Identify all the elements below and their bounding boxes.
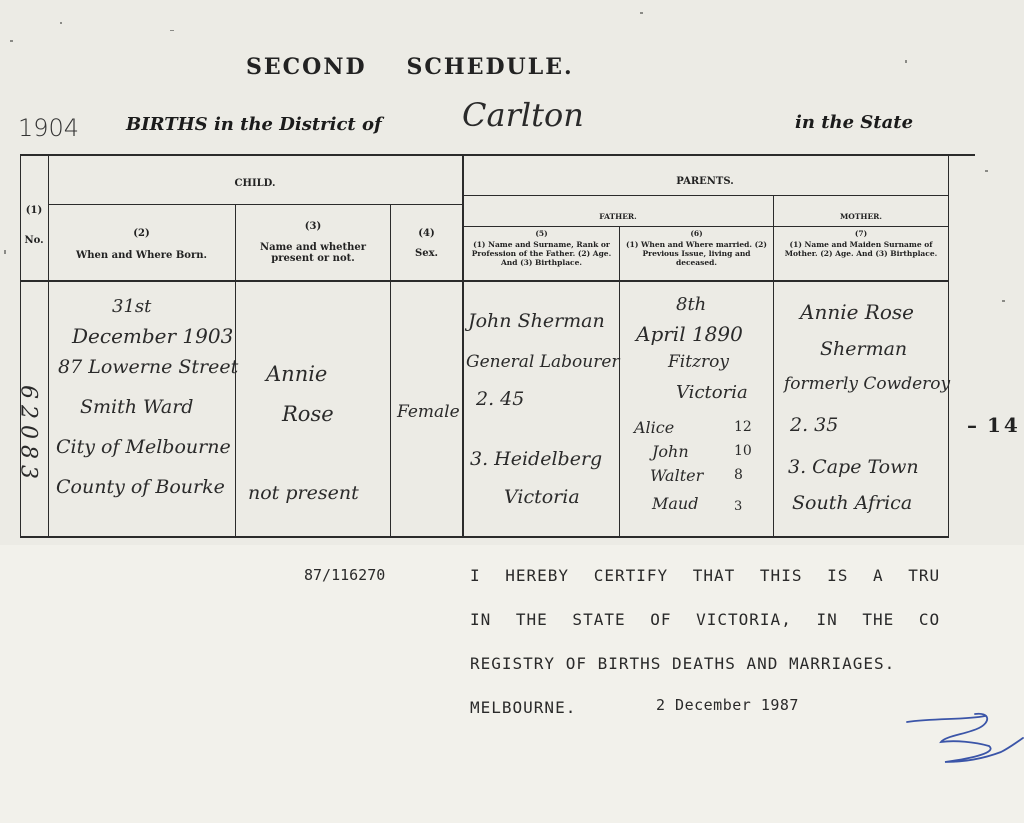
mother-former-name: formerly Cowderoy bbox=[784, 374, 951, 394]
child-sex: Female bbox=[397, 402, 460, 422]
issue-name: Walter bbox=[650, 466, 704, 485]
child-second-name: Rose bbox=[282, 402, 334, 426]
father-group-header: FATHER. bbox=[599, 212, 637, 221]
born-county: County of Bourke bbox=[56, 476, 225, 498]
mother-birthplace-town: 3. Cape Town bbox=[788, 456, 919, 478]
married-month-year: April 1890 bbox=[636, 322, 743, 346]
col5-label: (1) Name and Surname, Rank or Profession of the Father. (2) Age. And (3) Birthplace. bbox=[471, 240, 612, 267]
margin-tally: – 14 bbox=[967, 413, 1021, 437]
married-state: Victoria bbox=[676, 382, 748, 403]
col5-number: (5) bbox=[535, 229, 548, 238]
speck bbox=[60, 22, 62, 24]
parents-group-header: PARENTS. bbox=[676, 176, 734, 187]
issue-name: Maud bbox=[652, 494, 699, 513]
signature-stroke bbox=[907, 714, 1023, 762]
col2-label: When and Where Born. bbox=[76, 250, 207, 261]
col4-number: (4) bbox=[418, 228, 435, 239]
mother-name: Annie Rose bbox=[800, 300, 914, 324]
col3-number: (3) bbox=[304, 221, 322, 232]
registrar-signature bbox=[905, 712, 1024, 772]
issue-name: Alice bbox=[634, 418, 675, 437]
mother-birthplace-country: South Africa bbox=[792, 492, 913, 514]
certificate-ref-number: 87/116270 bbox=[304, 566, 386, 584]
issue-age: 10 bbox=[734, 443, 752, 459]
child-present-status: not present bbox=[248, 482, 359, 504]
issue-name: John bbox=[652, 442, 689, 461]
parents-sub-rule bbox=[462, 195, 949, 196]
col2-number: (2) bbox=[133, 228, 150, 239]
father-birthplace-state: Victoria bbox=[504, 486, 580, 508]
certify-date: 2 December 1987 bbox=[656, 696, 799, 714]
speck bbox=[4, 250, 6, 254]
born-address: 87 Lowerne Street bbox=[58, 356, 239, 378]
married-day: 8th bbox=[676, 294, 707, 315]
child-first-name: Annie bbox=[266, 362, 328, 386]
heading-part1: SECOND bbox=[246, 54, 367, 80]
born-day: 31st bbox=[112, 296, 152, 317]
col7-number: (7) bbox=[854, 229, 868, 238]
col1-label: No. bbox=[24, 235, 44, 246]
registration-number bbox=[6, 340, 50, 530]
mother-surname: Sherman bbox=[820, 338, 908, 360]
margin-tally-number: 14 bbox=[987, 413, 1021, 437]
father-name: John Sherman bbox=[468, 310, 605, 332]
certification-area bbox=[0, 545, 1024, 823]
certify-place: MELBOURNE. bbox=[470, 698, 577, 717]
born-ward: Smith Ward bbox=[80, 396, 194, 418]
speck bbox=[905, 60, 907, 63]
rule-right bbox=[948, 154, 949, 538]
certify-line-1: I HEREBY CERTIFY THAT THIS IS A TRU bbox=[470, 566, 941, 585]
child-sub-rule bbox=[48, 204, 462, 205]
speck bbox=[1002, 300, 1005, 302]
state-label: in the State bbox=[795, 112, 914, 133]
births-district-label: BIRTHS in the District of bbox=[126, 114, 382, 135]
mother-group-header: MOTHER. bbox=[839, 212, 883, 221]
col1-number: (1) bbox=[25, 205, 43, 216]
year-handwritten: 1904 bbox=[18, 114, 80, 142]
rule-col5 bbox=[619, 226, 620, 538]
born-city: City of Melbourne bbox=[56, 436, 231, 458]
speck bbox=[170, 30, 174, 31]
speck bbox=[640, 12, 643, 14]
child-group-header: CHILD. bbox=[234, 178, 276, 189]
col3-label: Name and whether present or not. bbox=[259, 242, 367, 264]
col4-label: Sex. bbox=[414, 248, 439, 259]
issue-age: 12 bbox=[734, 419, 752, 435]
certify-line-3: REGISTRY OF BIRTHS DEATHS AND MARRIAGES. bbox=[470, 654, 896, 673]
rule-col6 bbox=[773, 195, 774, 538]
married-place: Fitzroy bbox=[668, 352, 729, 372]
header-bottom-rule bbox=[20, 280, 949, 282]
father-mother-rule bbox=[462, 226, 949, 227]
born-month-year: December 1903 bbox=[72, 324, 234, 348]
col6-number: (6) bbox=[690, 229, 703, 238]
issue-age: 3 bbox=[734, 499, 743, 514]
district-handwritten: Carlton bbox=[462, 96, 584, 134]
mother-age: 2. 35 bbox=[790, 414, 839, 436]
speck bbox=[985, 170, 988, 172]
table-bottom-rule bbox=[20, 536, 949, 538]
col6-label: (1) When and Where married. (2) Previous Issue, living and deceased. bbox=[626, 240, 767, 267]
registration-number-text: 62083 bbox=[15, 385, 41, 485]
schedule-heading bbox=[246, 54, 574, 80]
speck bbox=[10, 40, 13, 42]
father-birthplace-town: 3. Heidelberg bbox=[470, 448, 603, 470]
certify-line-2: IN THE STATE OF VICTORIA, IN THE CO bbox=[470, 610, 941, 629]
heading-part2: SCHEDULE. bbox=[406, 54, 574, 80]
col7-label: (1) Name and Maiden Surname of Mother. (2) Age. And (3) Birthplace. bbox=[784, 240, 938, 258]
table-top-rule bbox=[20, 154, 975, 156]
father-age: 2. 45 bbox=[476, 388, 525, 410]
issue-age: 8 bbox=[734, 467, 743, 483]
father-rank: General Labourer bbox=[466, 352, 620, 372]
